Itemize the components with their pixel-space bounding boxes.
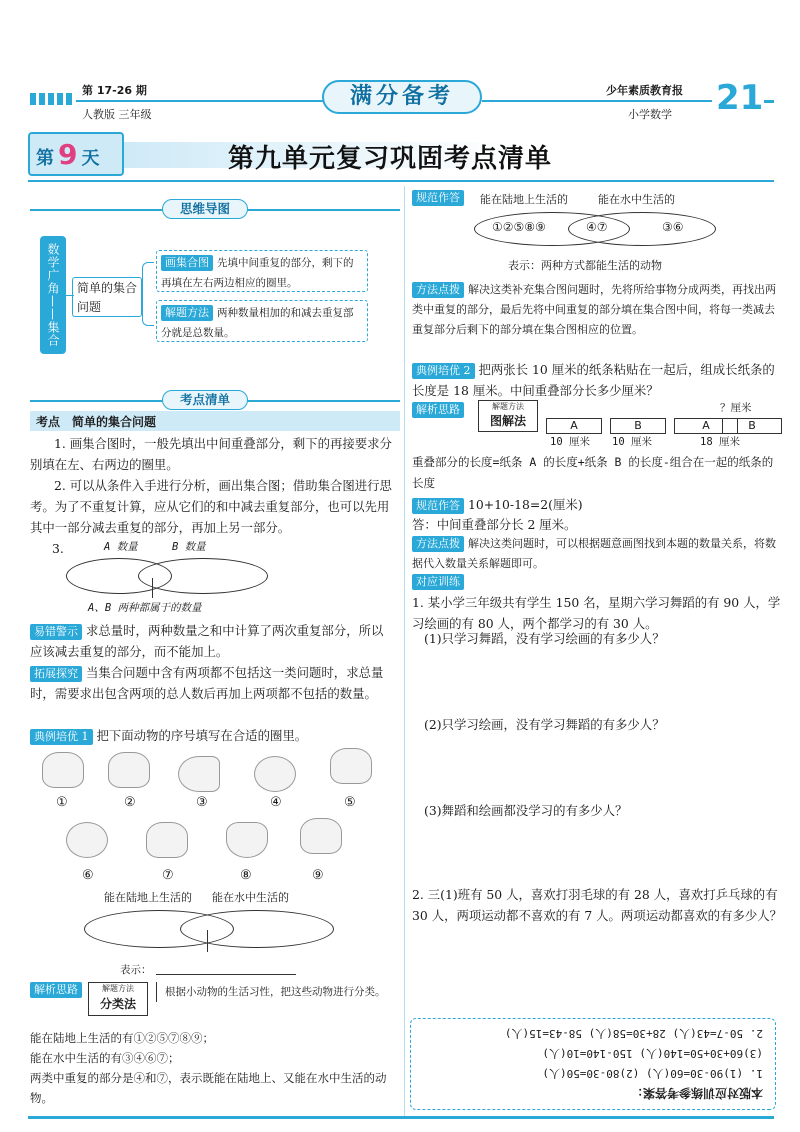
r-method-box <box>478 400 538 432</box>
answer-key-line-1: 1. (1)90-30=60(人) (2)80-30=50(人) <box>542 1067 763 1080</box>
venn-b-label: B 数量 <box>172 541 206 553</box>
r-analysis-tag: 解析思路 <box>412 402 464 418</box>
animal-tiger-image <box>108 752 150 788</box>
answer-key-title: 本版对应训练参考答案： <box>630 1086 763 1100</box>
column-divider <box>404 186 405 1116</box>
animal-turtle-image <box>254 756 296 792</box>
r-venn-right-items: ③⑥ <box>662 220 684 234</box>
r-standard2-tag: 规范作答 <box>412 498 464 514</box>
answer-key-line-3: 2. 50-7=43(人) 28+30=58(人) 58-43=15(人) <box>504 1027 763 1040</box>
animal-cat-image <box>42 752 84 788</box>
venn2-right-circle <box>180 910 334 948</box>
kaodian-p2: 2. 可以从条件入手进行分析，画出集合图；借助集合图进行思考。为了不重复计算，应从它们的和中减去重复部分，也可以先用其中一部分减去重复的部分，再加上另一部分。 <box>30 478 392 535</box>
venn2-pointer <box>207 930 208 952</box>
strip-a-2: A <box>674 418 738 434</box>
day-text: 第 9 天 <box>36 138 100 171</box>
title-underline <box>28 180 774 182</box>
animal-number-8: ⑧ <box>240 868 252 883</box>
animal-shrimp-image <box>66 822 108 858</box>
branch-1-tag: 画集合图 <box>161 255 213 271</box>
r-method-block <box>412 280 782 340</box>
branch-2-text: 两种数量相加的和减去重复部分就是总数量。 <box>161 307 354 339</box>
strip-a-1: A <box>546 418 602 434</box>
page-number: 21 <box>716 78 764 118</box>
animal-number-7: ⑦ <box>162 868 174 883</box>
mindmap-branch-2 <box>156 300 368 342</box>
header-edition: 人教版 三年级 <box>82 108 152 121</box>
warning-tag: 易错警示 <box>30 624 82 640</box>
r-standard2-block <box>412 494 782 515</box>
mindmap-branch-1 <box>156 250 368 292</box>
kaodian-point-title: 考点 简单的集合问题 <box>36 415 157 429</box>
kaodian-title: 考点清单 <box>162 390 248 410</box>
page-number-dash <box>764 100 774 103</box>
r-example2-tag: 典例培优 2 <box>412 363 475 379</box>
method-small: 解题方法 <box>102 984 134 993</box>
warning-text: 求总量时，两种数量之和中计算了两次重复部分，所以应该减去重复的部分，而不能加上。 <box>30 623 384 659</box>
r-method2-tag: 方法点拨 <box>412 536 464 552</box>
method-name: 分类法 <box>99 997 136 1011</box>
answer-key-box <box>410 1018 776 1110</box>
represent-blank <box>156 974 296 975</box>
r-venn-left-label: 能在陆地上生活的 <box>480 193 568 206</box>
r-method-tag: 方法点拨 <box>412 282 464 298</box>
r-venn-caption: 表示：两种方式都能生活的动物 <box>508 259 662 272</box>
mindmap-brace <box>142 262 154 326</box>
r-training-tag-wrap <box>412 574 468 590</box>
r-training-tag: 对应训练 <box>412 574 464 590</box>
explore-block <box>30 662 394 704</box>
venn-a-label: A 数量 <box>104 541 138 553</box>
example1-text: 把下面动物的序号填写在合适的圈里。 <box>96 728 308 743</box>
animal-number-1: ① <box>56 795 68 810</box>
analysis-block <box>30 982 400 1022</box>
question-1a: (1)只学习舞蹈，没有学习绘画的有多少人？ <box>424 631 665 646</box>
animal-frog-image <box>146 822 188 858</box>
r-example2-text: 把两张长 10 厘米的纸条粘贴在一起后，组成长纸条的长度是 18 厘米。中间重叠部分长多少厘米？ <box>412 362 775 398</box>
r-analysis-tag-wrap <box>412 402 468 418</box>
r-standard-tag: 规范作答 <box>412 190 464 206</box>
venn2-right-label: 能在水中生活的 <box>212 891 289 904</box>
r-method-name: 图解法 <box>489 414 526 428</box>
animal-dog-image <box>300 818 342 854</box>
analysis-text: 根据小动物的生活习性，把这些动物进行分类。 <box>156 982 396 1002</box>
kaodian-p1: 1. 画集合图时，一般先填出中间重叠部分，剩下的再接要求分别填在左、右两边的圈里。 <box>30 436 392 472</box>
header-banner <box>322 80 482 114</box>
r-venn-left-items: ①②⑤⑧⑨ <box>492 220 546 234</box>
r-method-text: 解决这类补充集合图问题时，先将所给事物分成两类，再找出两类中重复的部分，最后先将中间重复的部分填在集合图中间，将每一类减去重复部分后剩下的部分填在集合图相应的位置。 <box>412 283 776 336</box>
answer-line-3: 两类中重复的部分是④和⑦，表示既能在陆地上、又能在水中生活的动物。 <box>30 1071 387 1105</box>
analysis-tag: 解析思路 <box>30 982 82 998</box>
header-rule-left <box>76 100 326 102</box>
overlap-question: ？厘米 <box>720 402 752 414</box>
r-method-small: 解题方法 <box>492 402 524 411</box>
r-method2-text: 解决这类问题时，可以根据题意画图找到本题的数量关系，将数据代入数量关系解题即可。 <box>412 537 776 570</box>
animal-number-4: ④ <box>270 795 282 810</box>
branch-2-tag: 解题方法 <box>161 305 213 321</box>
explore-text: 当集合问题中含有两项都不包括这一类问题时，求总量时，需要求出包含两项的总人数后再加上两项都不包括的数量。 <box>30 665 384 701</box>
r-method2-block <box>412 534 782 574</box>
animal-number-2: ② <box>124 795 136 810</box>
venn-caption: A、B 两种都属于的数量 <box>88 602 202 614</box>
animal-fish-image <box>178 756 220 792</box>
example1-tag: 典例培优 1 <box>30 729 93 745</box>
r-formula: 重叠部分的长度=纸条 A 的长度+纸条 B 的长度-组合在一起的纸条的长度 <box>412 455 774 490</box>
represent-label: 表示： <box>120 964 152 976</box>
answer-line-1: 能在陆地上生活的有①②⑤⑦⑧⑨； <box>30 1031 214 1045</box>
mindmap-vertical-label: 数学广角——集合 <box>40 236 66 354</box>
r-example2-block <box>412 359 782 401</box>
header-issue: 第 17-26 期 <box>82 84 147 97</box>
r-calc: 10+10-18=2(厘米) <box>468 497 583 512</box>
bottom-rule <box>28 1116 774 1119</box>
r-venn-right-label: 能在水中生活的 <box>598 193 675 206</box>
branch-1-text: 先填中间重复的部分，剩下的再填在左右两边相应的圈里。 <box>161 257 354 289</box>
method-box <box>88 982 148 1016</box>
kaodian-p3-num: 3. <box>52 541 64 556</box>
strip-b-1: B <box>610 418 666 434</box>
warning-block <box>30 620 394 662</box>
animal-number-9: ⑨ <box>312 868 324 883</box>
mindmap-center-node: 简单的集合问题 <box>72 277 142 317</box>
question-1b: (2)只学习绘画，没有学习舞蹈的有多少人？ <box>424 717 665 732</box>
r-standard-row <box>412 190 782 206</box>
r-venn-mid-items: ④⑦ <box>586 220 608 234</box>
example1-block <box>30 725 394 746</box>
question-1c: (3)舞蹈和绘画都没学习的有多少人？ <box>424 803 628 818</box>
header-stripes <box>30 93 74 105</box>
strip-a-1-len: 10 厘米 <box>550 436 590 448</box>
animal-horse-image <box>330 748 372 784</box>
strip-total-len: 18 厘米 <box>700 436 740 448</box>
header-rule-right <box>482 100 712 102</box>
animal-number-5: ⑤ <box>344 795 356 810</box>
page-title: 第九单元复习巩固考点清单 <box>228 144 553 174</box>
animal-butterfly-image <box>226 822 268 858</box>
r-answer: 答：中间重叠部分长 2 厘米。 <box>412 517 577 532</box>
header-newspaper: 少年素质教育报 <box>606 84 683 97</box>
venn-b-circle <box>138 558 268 594</box>
answer-line-2: 能在水中生活的有③④⑥⑦； <box>30 1051 180 1065</box>
venn2-left-label: 能在陆地上生活的 <box>104 891 192 904</box>
question-2: 2. 三(1)班有 50 人，喜欢打羽毛球的有 28 人，喜欢打乒乓球的有 30 人，两项运动都不喜欢的有 7 人。两项运动都喜欢的有多少人？ <box>412 887 783 923</box>
question-1: 1. 某小学三年级共有学生 150 名，星期六学习舞蹈的有 90 人，学习绘画的有 80 人，两个都学习的有 30 人。 <box>412 595 781 631</box>
answer-key-line-2: (3)60+30+50=140(人) 150-140=10(人) <box>542 1047 763 1060</box>
mindmap-title: 思维导图 <box>162 199 248 219</box>
strip-b-2: B <box>722 418 782 434</box>
explore-tag: 拓展探究 <box>30 666 82 682</box>
venn-pointer <box>152 578 153 598</box>
strip-b-1-len: 10 厘米 <box>612 436 652 448</box>
animal-number-3: ③ <box>196 795 208 810</box>
banner-text: 满分备考 <box>349 84 454 109</box>
animal-number-6: ⑥ <box>82 868 94 883</box>
header-subject: 小学数学 <box>628 108 672 121</box>
